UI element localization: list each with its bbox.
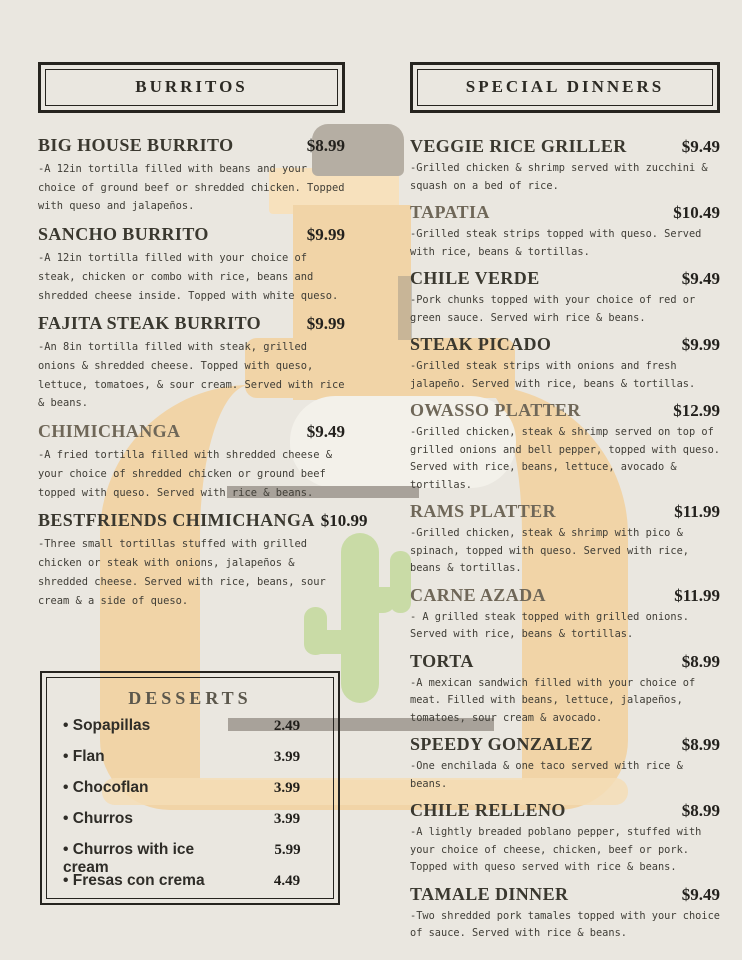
item-price: $9.99 xyxy=(306,314,345,334)
item-price: $8.99 xyxy=(681,801,720,820)
dessert-row xyxy=(47,779,333,810)
menu-item xyxy=(410,334,720,393)
dessert-row xyxy=(47,748,333,779)
item-name: CARNE AZADA xyxy=(410,584,546,605)
item-description: - A grilled steak topped with grilled onions. Served with rice, beans & tortillas. xyxy=(410,610,689,640)
item-price: $12.99 xyxy=(673,401,720,420)
dessert-price: 3.99 xyxy=(273,749,301,765)
special-dinners-section xyxy=(410,62,720,950)
menu-item xyxy=(410,400,720,494)
item-price: $9.49 xyxy=(681,884,720,904)
menu-item xyxy=(410,136,720,195)
dessert-price: 2.49 xyxy=(273,718,301,734)
menu-item xyxy=(410,734,720,793)
item-description: -A 12in tortilla filled with beans and your choice of ground beef or shredded chicken. Topped with queso and jalapeños. xyxy=(38,163,345,213)
item-description: -Two shredded pork tamales topped with your choice of sauce. Served with rice & beans. xyxy=(410,909,720,939)
menu-item xyxy=(410,501,720,578)
item-price: $9.49 xyxy=(681,137,720,156)
item-name: CHILE RELLENO xyxy=(410,800,566,820)
item-price: $9.49 xyxy=(681,269,720,288)
burritos-item-list xyxy=(38,135,368,610)
desserts-item-list xyxy=(47,717,333,903)
item-name: CHILE VERDE xyxy=(410,268,540,288)
cactus-icon xyxy=(390,551,411,613)
dessert-price: 5.99 xyxy=(274,842,301,858)
dessert-row xyxy=(47,717,333,748)
item-price: $11.99 xyxy=(674,585,720,605)
item-name: STEAK PICADO xyxy=(410,334,552,354)
item-description: -Grilled chicken, steak & shrimp with pico & spinach, topped with queso. Served with rice, beans & tortillas. xyxy=(410,527,689,574)
burritos-header-box xyxy=(38,62,345,113)
dessert-row xyxy=(47,810,333,841)
item-price: $11.99 xyxy=(674,502,720,521)
special-dinners-item-list xyxy=(410,136,720,943)
dessert-name: • Churros xyxy=(63,810,133,828)
dessert-name: • Churros with ice cream xyxy=(63,841,242,877)
dessert-name: • Chocoflan xyxy=(63,779,149,797)
item-description: -A fried tortilla filled with shredded cheese & your choice of shredded chicken or ground beef topped with queso. Served with rice & beans. xyxy=(38,449,333,499)
item-description: -An 8in tortilla filled with steak, grilled onions & shredded cheese. Topped with queso, lettuce, tomatoes, & sour cream. Served with rice & beans. xyxy=(38,341,345,410)
item-name: FAJITA STEAK BURRITO xyxy=(38,313,262,334)
menu-item xyxy=(38,135,345,216)
cactus-icon xyxy=(341,533,379,703)
dessert-price: 4.49 xyxy=(273,873,301,889)
dessert-price: 3.99 xyxy=(273,811,301,827)
dessert-name: • Fresas con crema xyxy=(63,872,205,890)
item-price: $8.99 xyxy=(681,651,720,671)
item-name: OWASSO PLATTER xyxy=(410,400,581,420)
dessert-price: 3.99 xyxy=(273,780,301,796)
item-description: -Grilled steak strips with onions and fresh jalapeño. Served with rice, beans & tortillas. xyxy=(410,360,696,390)
desserts-section xyxy=(40,671,340,905)
item-name: CHIMICHANGA xyxy=(38,421,181,442)
menu-item xyxy=(38,313,345,413)
item-name: RAMS PLATTER xyxy=(410,501,556,521)
item-price: $10.99 xyxy=(320,511,368,531)
item-price: $8.99 xyxy=(306,136,345,155)
item-description: -Grilled chicken & shrimp served with zucchini & squash on a bed of rice. xyxy=(410,162,708,192)
item-price: $9.99 xyxy=(681,335,720,354)
menu-item xyxy=(410,800,720,877)
item-description: -One enchilada & one taco served with rice & beans. xyxy=(410,760,683,790)
item-price: $10.49 xyxy=(673,203,720,222)
menu-item xyxy=(410,651,720,728)
burritos-section xyxy=(38,62,368,618)
item-name: TORTA xyxy=(410,650,474,671)
item-description: -Grilled chicken, steak & shrimp served on top of grilled onions and bell pepper, topped with queso. Served with rice, beans, lettuce, avocado & tortillas. xyxy=(410,426,720,491)
special-dinners-title: SPECIAL DINNERS xyxy=(465,77,665,96)
item-name: BIG HOUSE BURRITO xyxy=(38,135,234,155)
menu-item xyxy=(38,421,345,502)
dessert-row xyxy=(47,841,333,876)
menu-item xyxy=(38,224,345,305)
item-description: -Grilled steak strips topped with queso. Served with rice, beans & tortillas. xyxy=(410,228,702,258)
item-name: VEGGIE RICE GRILLER xyxy=(410,136,627,156)
menu-item xyxy=(410,202,720,261)
item-description: -Three small tortillas stuffed with grilled chicken or steak with onions, jalapeños & shredded cheese. Served with rice, beans, sour cream & a side of queso. xyxy=(38,538,326,607)
item-name: TAMALE DINNER xyxy=(410,883,569,904)
menu-item xyxy=(38,510,368,610)
dessert-row xyxy=(47,872,333,903)
item-name: SANCHO BURRITO xyxy=(38,224,209,245)
item-name: BESTFRIENDS CHIMICHANGA xyxy=(38,510,315,531)
menu-item xyxy=(410,884,720,943)
item-description: -A lightly breaded poblano pepper, stuffed with your choice of cheese, chicken, beef or pork. Topped with queso served with rice & beans. xyxy=(410,826,702,873)
dessert-name: • Flan xyxy=(63,748,105,766)
special-dinners-header-box xyxy=(410,62,720,113)
menu-item xyxy=(410,585,720,644)
item-price: $9.49 xyxy=(306,422,345,442)
item-name: SPEEDY GONZALEZ xyxy=(410,734,593,754)
menu-item xyxy=(410,268,720,327)
dessert-name: • Sopapillas xyxy=(63,717,150,735)
item-description: -A 12in tortilla filled with your choice of steak, chicken or combo with rice, beans and shredded cheese inside. Topped with white queso. xyxy=(38,252,339,302)
item-price: $8.99 xyxy=(681,735,720,754)
burritos-title: BURRITOS xyxy=(135,77,248,96)
item-price: $9.99 xyxy=(306,225,345,245)
item-description: -A mexican sandwich filled with your choice of meat. Filled with beans, lettuce, jalapeños, tomatoes, sour cream & avocado. xyxy=(410,676,696,724)
item-description: -Pork chunks topped with your choice of red or green sauce. Served wirh rice & beans. xyxy=(410,294,696,324)
item-name: TAPATIA xyxy=(410,202,490,222)
desserts-title: DESSERTS xyxy=(128,688,252,708)
